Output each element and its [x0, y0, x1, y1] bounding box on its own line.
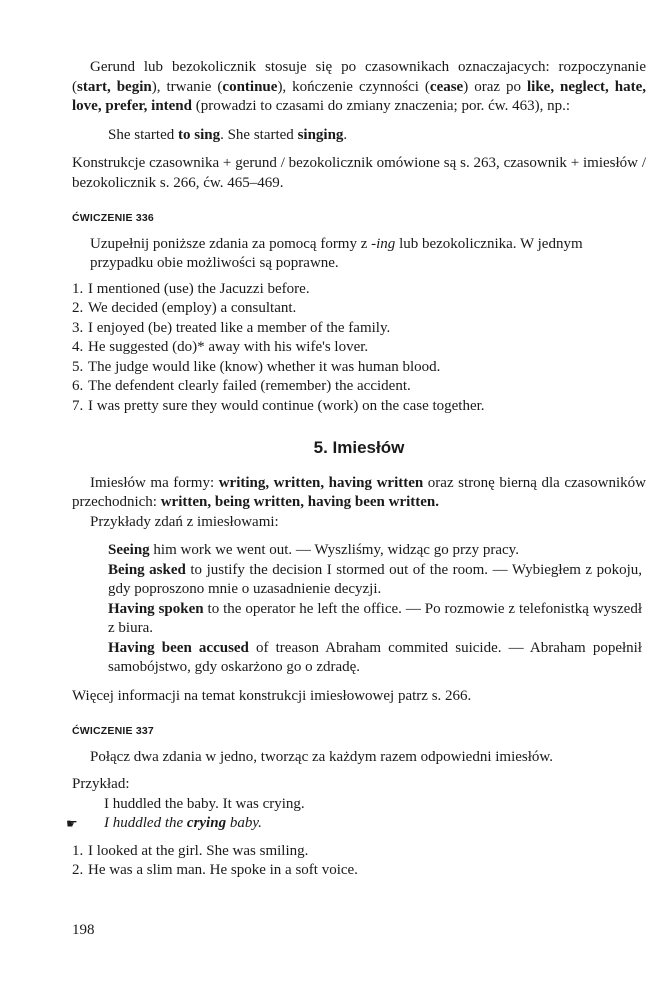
item-number: 2. [72, 862, 84, 878]
intro-text-4: ) oraz po [463, 78, 527, 95]
item-text: I mentioned (use) the Jacuzzi before. [88, 280, 310, 297]
example-text: to the operator he left the office. — Po rozmowie z telefonistką wyszedł z biura. [108, 600, 643, 636]
list-item [72, 377, 646, 397]
item-number: 4. [72, 339, 84, 355]
imieslow-text-c: oraz stronę bierną dla czasowników przechodnich: [72, 474, 647, 510]
intro-verbs-start: start, begin [77, 78, 152, 95]
imieslow-paragraph [72, 474, 646, 513]
intro-text-5: (prowadzi to czasami do zmiany znaczenia; por. ćw. 463), np.: [192, 98, 571, 114]
section-title: 5. Imiesłów [313, 438, 405, 457]
item-text: I enjoyed (be) treated like a member of the family. [88, 319, 391, 336]
intro-text-2: ), trwanie ( [151, 78, 223, 95]
item-text: I was pretty sure they would continue (work) on the case together. [88, 397, 485, 414]
example-sing-b: to sing [177, 126, 221, 143]
example-line [108, 600, 642, 639]
imieslow-examples [72, 541, 646, 678]
answer-b: crying [186, 815, 227, 831]
konstrukcje-paragraph: Konstrukcje czasownika + gerund / bezokolicznik omówione są s. 263, czasownik + imiesłów / bezokolicznik s. 266, ćw. 465–469. [72, 155, 646, 191]
example-line [108, 561, 642, 600]
list-item [72, 280, 646, 300]
item-number: 3. [72, 319, 84, 336]
intro-paragraph [72, 58, 646, 117]
example-line [108, 639, 642, 678]
pointing-hand-icon: ☛ [66, 816, 78, 831]
example-sing-c: . She started [220, 126, 298, 143]
item-number: 1. [72, 842, 84, 859]
exercise-337-title: ĆWICZENIE 337 [72, 725, 154, 737]
item-text: The judge would like (know) whether it was human blood. [88, 358, 441, 375]
list-item [72, 338, 646, 358]
example-bold: Being asked [108, 561, 186, 578]
instr-336-b: lub bezokolicznika. W jednym przypadku obie możliwości są poprawne. [90, 235, 583, 271]
list-item [72, 861, 646, 881]
item-number: 5. [72, 358, 84, 375]
intro-verbs-continue: continue [222, 78, 278, 95]
answer-c: baby. [226, 815, 262, 831]
przyklad-sentence: I huddled the baby. It was crying. [104, 795, 305, 812]
example-sing [72, 126, 646, 146]
item-text: The defendent clearly failed (remember) the accident. [88, 378, 411, 394]
list-item [72, 397, 646, 417]
list-item [72, 299, 646, 319]
przyklad-answer [66, 814, 646, 834]
page-number: 198 [72, 922, 95, 938]
item-text: I looked at the girl. She was smiling. [88, 842, 309, 859]
more-info: Więcej informacji na temat konstrukcji imiesłowowej patrz s. 266. [72, 687, 472, 704]
list-item [72, 842, 646, 862]
imieslow-forms: writing, written, having written [218, 474, 424, 491]
item-number: 2. [72, 300, 84, 316]
intro-verbs-cease: cease [429, 78, 464, 95]
list-item [72, 319, 646, 339]
item-text: He suggested (do)* away with his wife's lover. [88, 339, 369, 355]
answer-a: I huddled the [104, 815, 187, 831]
imieslow-text-a: Imiesłów ma formy: [90, 474, 219, 491]
exercise-337-list [72, 842, 646, 881]
example-bold: Having spoken [108, 600, 204, 617]
item-text: We decided (employ) a consultant. [88, 300, 297, 316]
exercise-336-title: ĆWICZENIE 336 [72, 212, 154, 224]
exercise-337-instruction: Połącz dwa zdania w jedno, tworząc za każdym razem odpowiedni imiesłów. [90, 748, 554, 765]
example-bold: Having been accused [108, 639, 249, 656]
example-sing-d: singing [297, 126, 344, 143]
example-text: him work we went out. — Wyszliśmy, widząc go przy pracy. [149, 542, 519, 558]
list-item [72, 358, 646, 378]
example-sing-e: . [343, 126, 348, 143]
example-bold: Seeing [108, 542, 150, 558]
example-line [108, 541, 642, 561]
intro-text-1: Gerund lub bezokolicznik stosuje się po czasownikach oznaczajacych: rozpoczynanie ( [72, 59, 646, 95]
example-sing-a: She started [108, 126, 178, 143]
intro-verbs-like: like, neglect, hate, love, prefer, intend [72, 78, 647, 114]
przyklady-intro: Przykłady zdań z imiesłowami: [90, 513, 279, 530]
instr-336-a: Uzupełnij poniższe zdania za pomocą formy z [90, 235, 372, 252]
item-number: 6. [72, 378, 84, 394]
page-content [66, 58, 647, 881]
example-text: of treason Abraham commited suicide. — Abraham popełnił samobójstwo, gdy oskarżono go o zdradę. [108, 639, 642, 675]
przyklad-label: Przykład: [72, 776, 130, 792]
item-number: 7. [72, 397, 84, 414]
imieslow-passive-forms: written, being written, having been written. [160, 494, 440, 510]
intro-text-3: ), kończenie czynności ( [277, 78, 430, 95]
example-text: to justify the decision I stormed out of the room. — Wybiegłem z pokoju, gdy poproszono mnie o uzasadnienie decyzji. [108, 561, 642, 597]
exercise-336-list [72, 280, 646, 417]
instr-336-ing: -ing [371, 235, 396, 252]
exercise-336-instruction [72, 235, 646, 274]
item-text: He was a slim man. He spoke in a soft voice. [88, 862, 358, 878]
item-number: 1. [72, 280, 84, 297]
